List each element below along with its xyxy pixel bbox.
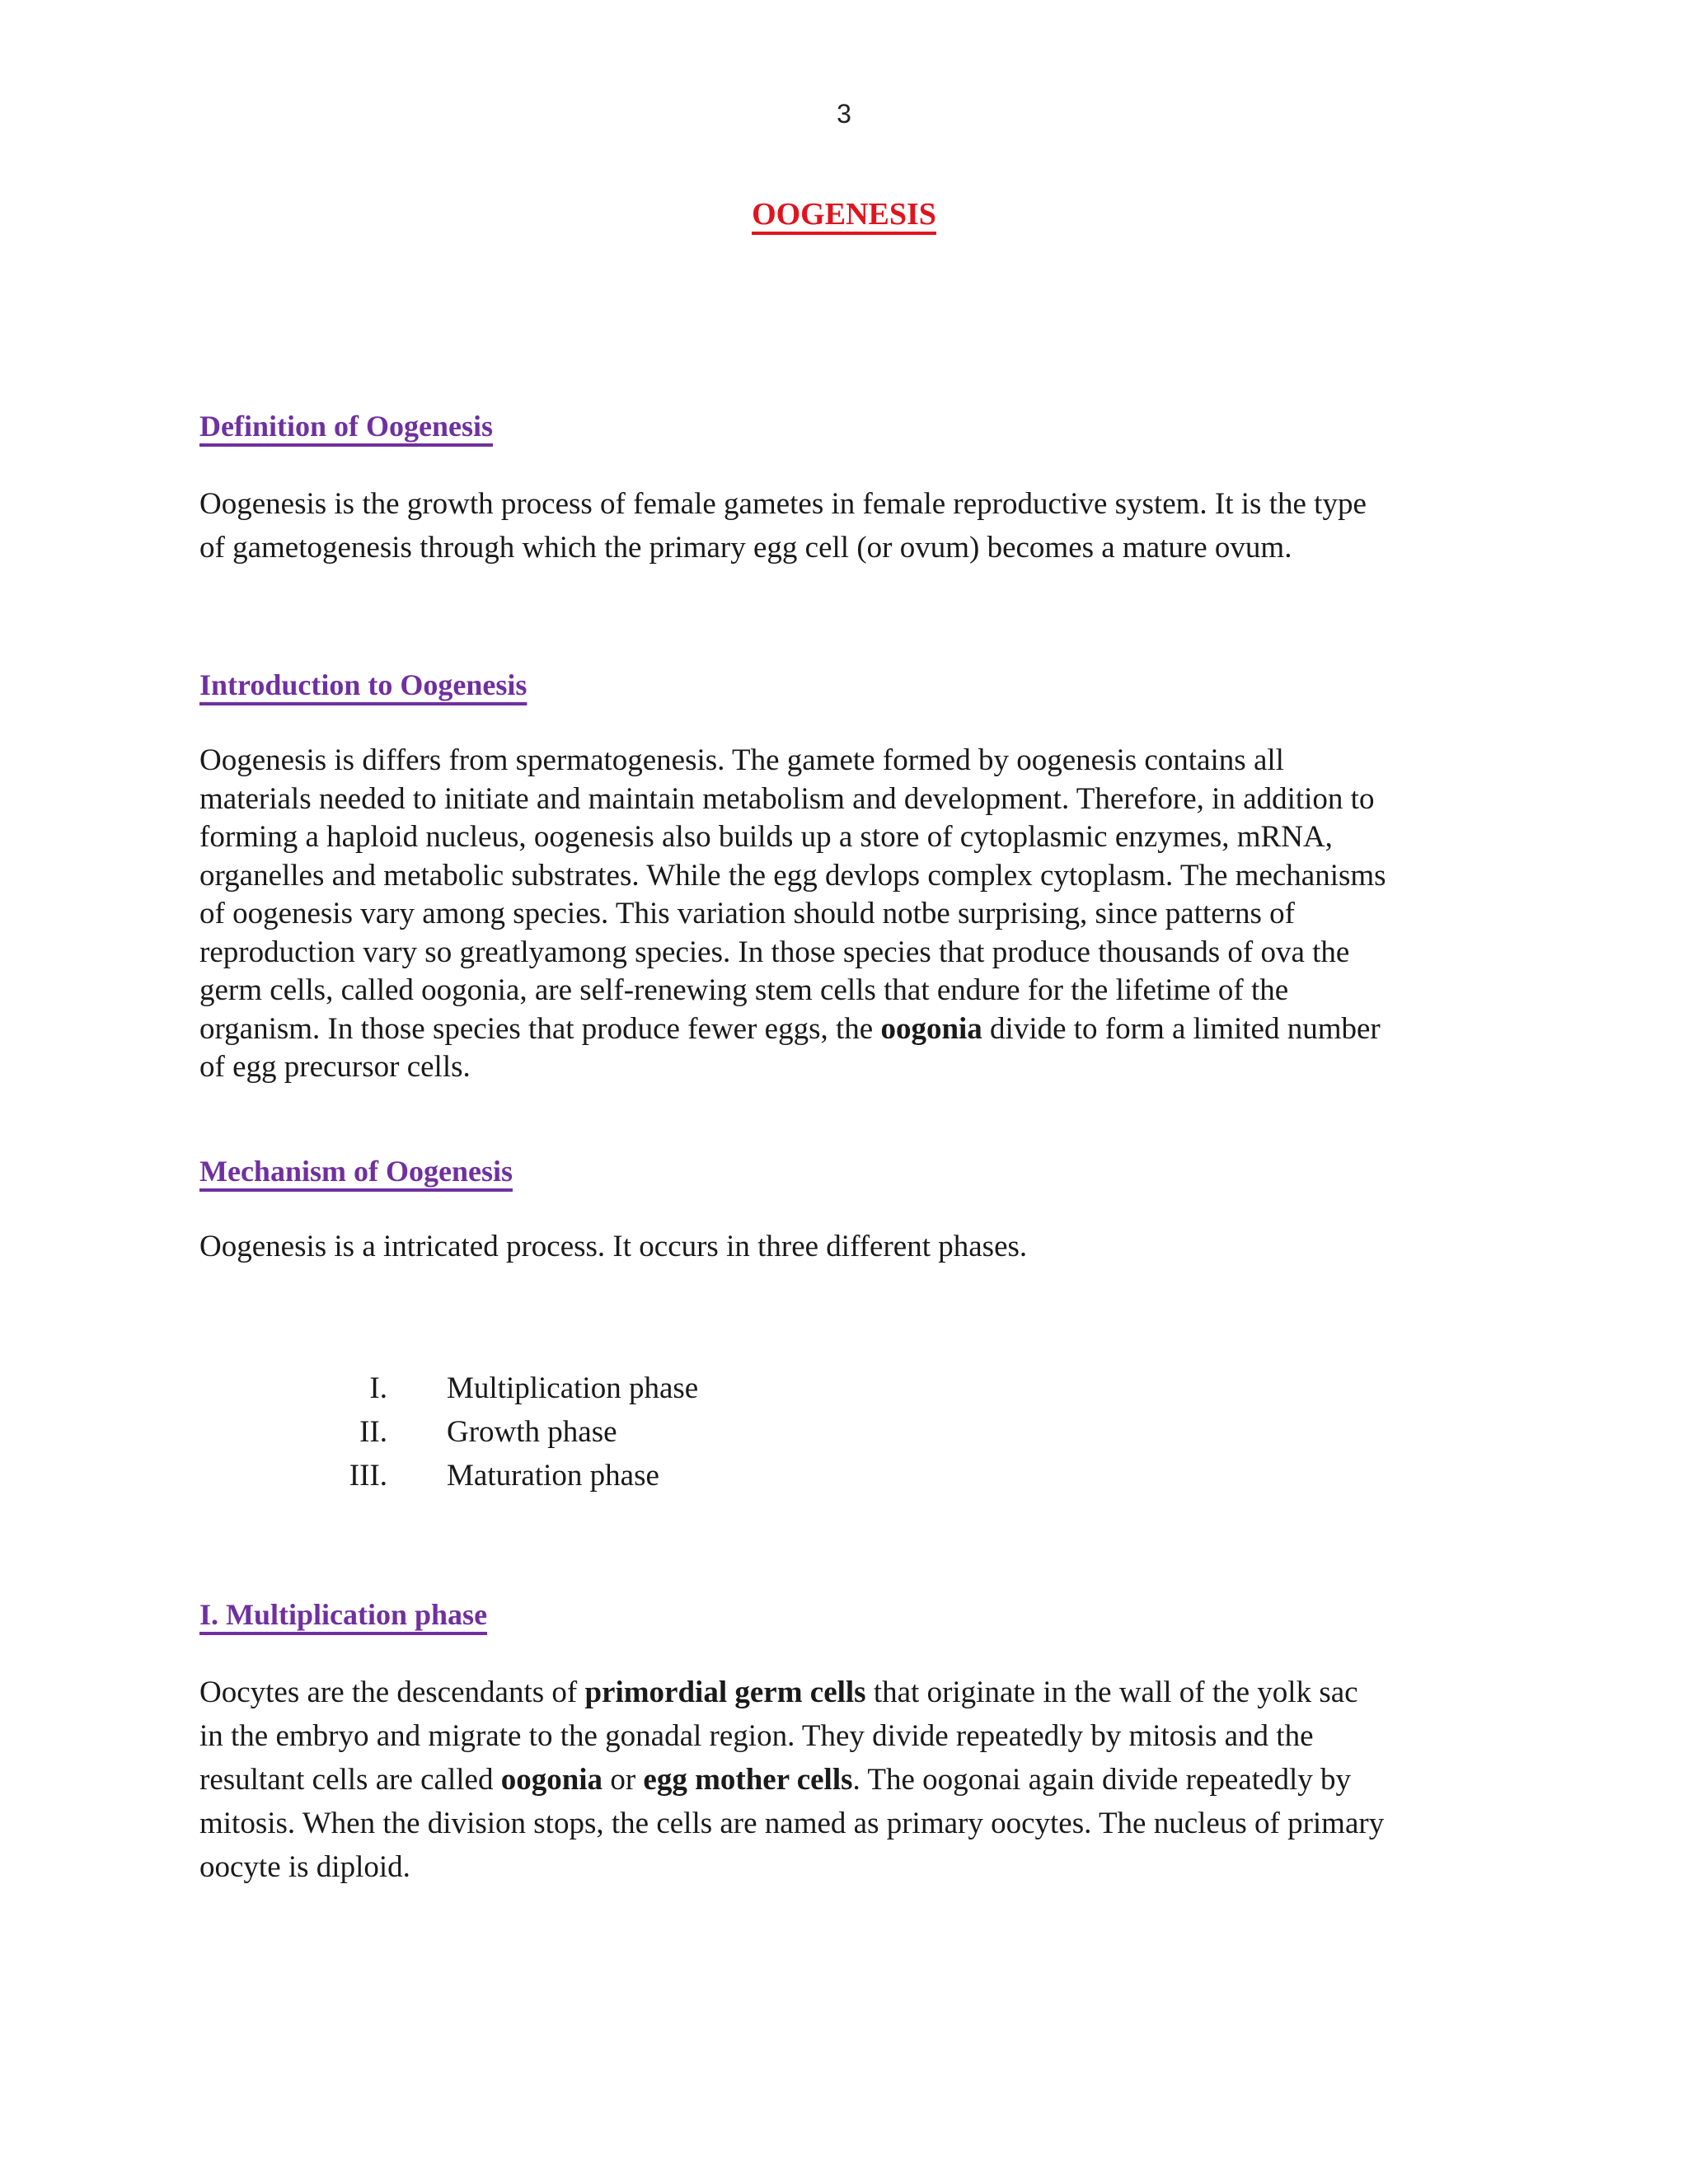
list-item-label: Maturation phase bbox=[447, 1459, 659, 1493]
text-run: . The oogonai again divide repeatedly by bbox=[852, 1763, 1351, 1797]
paragraph-line: Oogenesis is the growth process of female gametes in female reproductive system. It is the type bbox=[199, 487, 1367, 521]
paragraph-line: of gametogenesis through which the primary egg cell (or ovum) becomes a mature ovum. bbox=[199, 531, 1292, 565]
introduction-paragraph bbox=[199, 742, 1386, 1087]
section-heading-multiplication: I. Multiplication phase bbox=[199, 1598, 488, 1631]
paragraph-line: organelles and metabolic substrates. While the egg devlops complex cytoplasm. The mechanisms bbox=[199, 858, 1386, 893]
page-number: 3 bbox=[837, 99, 851, 129]
definition-paragraph bbox=[199, 482, 1367, 569]
paragraph-line: germ cells, called oogonia, are self-renewing stem cells that endure for the lifetime of the bbox=[199, 973, 1289, 1007]
section-heading-introduction: Introduction to Oogenesis bbox=[199, 668, 528, 701]
bold-term-primordial-germ-cells: primordial germ cells bbox=[584, 1675, 866, 1709]
paragraph-line: materials needed to initiate and maintain metabolism and development. Therefore, in addition to bbox=[199, 781, 1375, 816]
paragraph-line: oocyte is diploid. bbox=[199, 1850, 410, 1884]
text-run: resultant cells are called bbox=[199, 1763, 501, 1797]
paragraph-line: forming a haploid nucleus, oogenesis also builds up a store of cytoplasmic enzymes, mRNA, bbox=[199, 820, 1333, 854]
text-run: that originate in the wall of the yolk sac bbox=[865, 1675, 1358, 1709]
bold-term-egg-mother-cells: egg mother cells bbox=[643, 1763, 853, 1797]
list-item bbox=[0, 1454, 824, 1497]
paragraph-line bbox=[199, 1671, 1384, 1714]
multiplication-paragraph bbox=[199, 1671, 1384, 1889]
section-heading-definition: Definition of Oogenesis bbox=[199, 410, 493, 443]
list-item bbox=[0, 1410, 824, 1454]
list-numeral: I. bbox=[369, 1371, 387, 1405]
paragraph-line: of oogenesis vary among species. This variation should notbe surprising, since patterns of bbox=[199, 897, 1296, 930]
paragraph-line: in the embryo and migrate to the gonadal region. They divide repeatedly by mitosis and the bbox=[199, 1719, 1314, 1753]
text-run: Oocytes are the descendants of bbox=[199, 1675, 585, 1709]
list-numeral: III. bbox=[349, 1459, 387, 1493]
phase-list bbox=[0, 1366, 824, 1497]
paragraph-line bbox=[199, 1010, 1386, 1049]
paragraph-line: of egg precursor cells. bbox=[199, 1050, 471, 1084]
paragraph-line: reproduction vary so greatlyamong species. In those species that produce thousands of ova the bbox=[199, 935, 1350, 969]
list-item-label: Multiplication phase bbox=[447, 1371, 699, 1405]
bold-term-oogonia: oogonia bbox=[500, 1763, 603, 1797]
paragraph-line bbox=[199, 1758, 1384, 1802]
bold-term-oogonia: oogonia bbox=[880, 1011, 982, 1046]
text-run: divide to form a limited number bbox=[982, 1011, 1381, 1046]
page-title: OOGENESIS bbox=[752, 197, 936, 232]
paragraph-line: Oogenesis is differs from spermatogenesis. The gamete formed by oogenesis contains all bbox=[199, 743, 1284, 777]
text-run: organism. In those species that produce fewer eggs, the bbox=[199, 1011, 881, 1046]
list-numeral: II. bbox=[359, 1415, 387, 1449]
paragraph-line: mitosis. When the division stops, the cells are named as primary oocytes. The nucleus of primary bbox=[199, 1807, 1385, 1840]
list-item-label: Growth phase bbox=[447, 1415, 617, 1449]
mechanism-paragraph bbox=[199, 1225, 1027, 1268]
text-run: or bbox=[603, 1763, 644, 1797]
paragraph-line: Oogenesis is a intricated process. It occurs in three different phases. bbox=[199, 1230, 1028, 1263]
section-heading-mechanism: Mechanism of Oogenesis bbox=[199, 1155, 513, 1188]
list-item bbox=[0, 1366, 824, 1410]
